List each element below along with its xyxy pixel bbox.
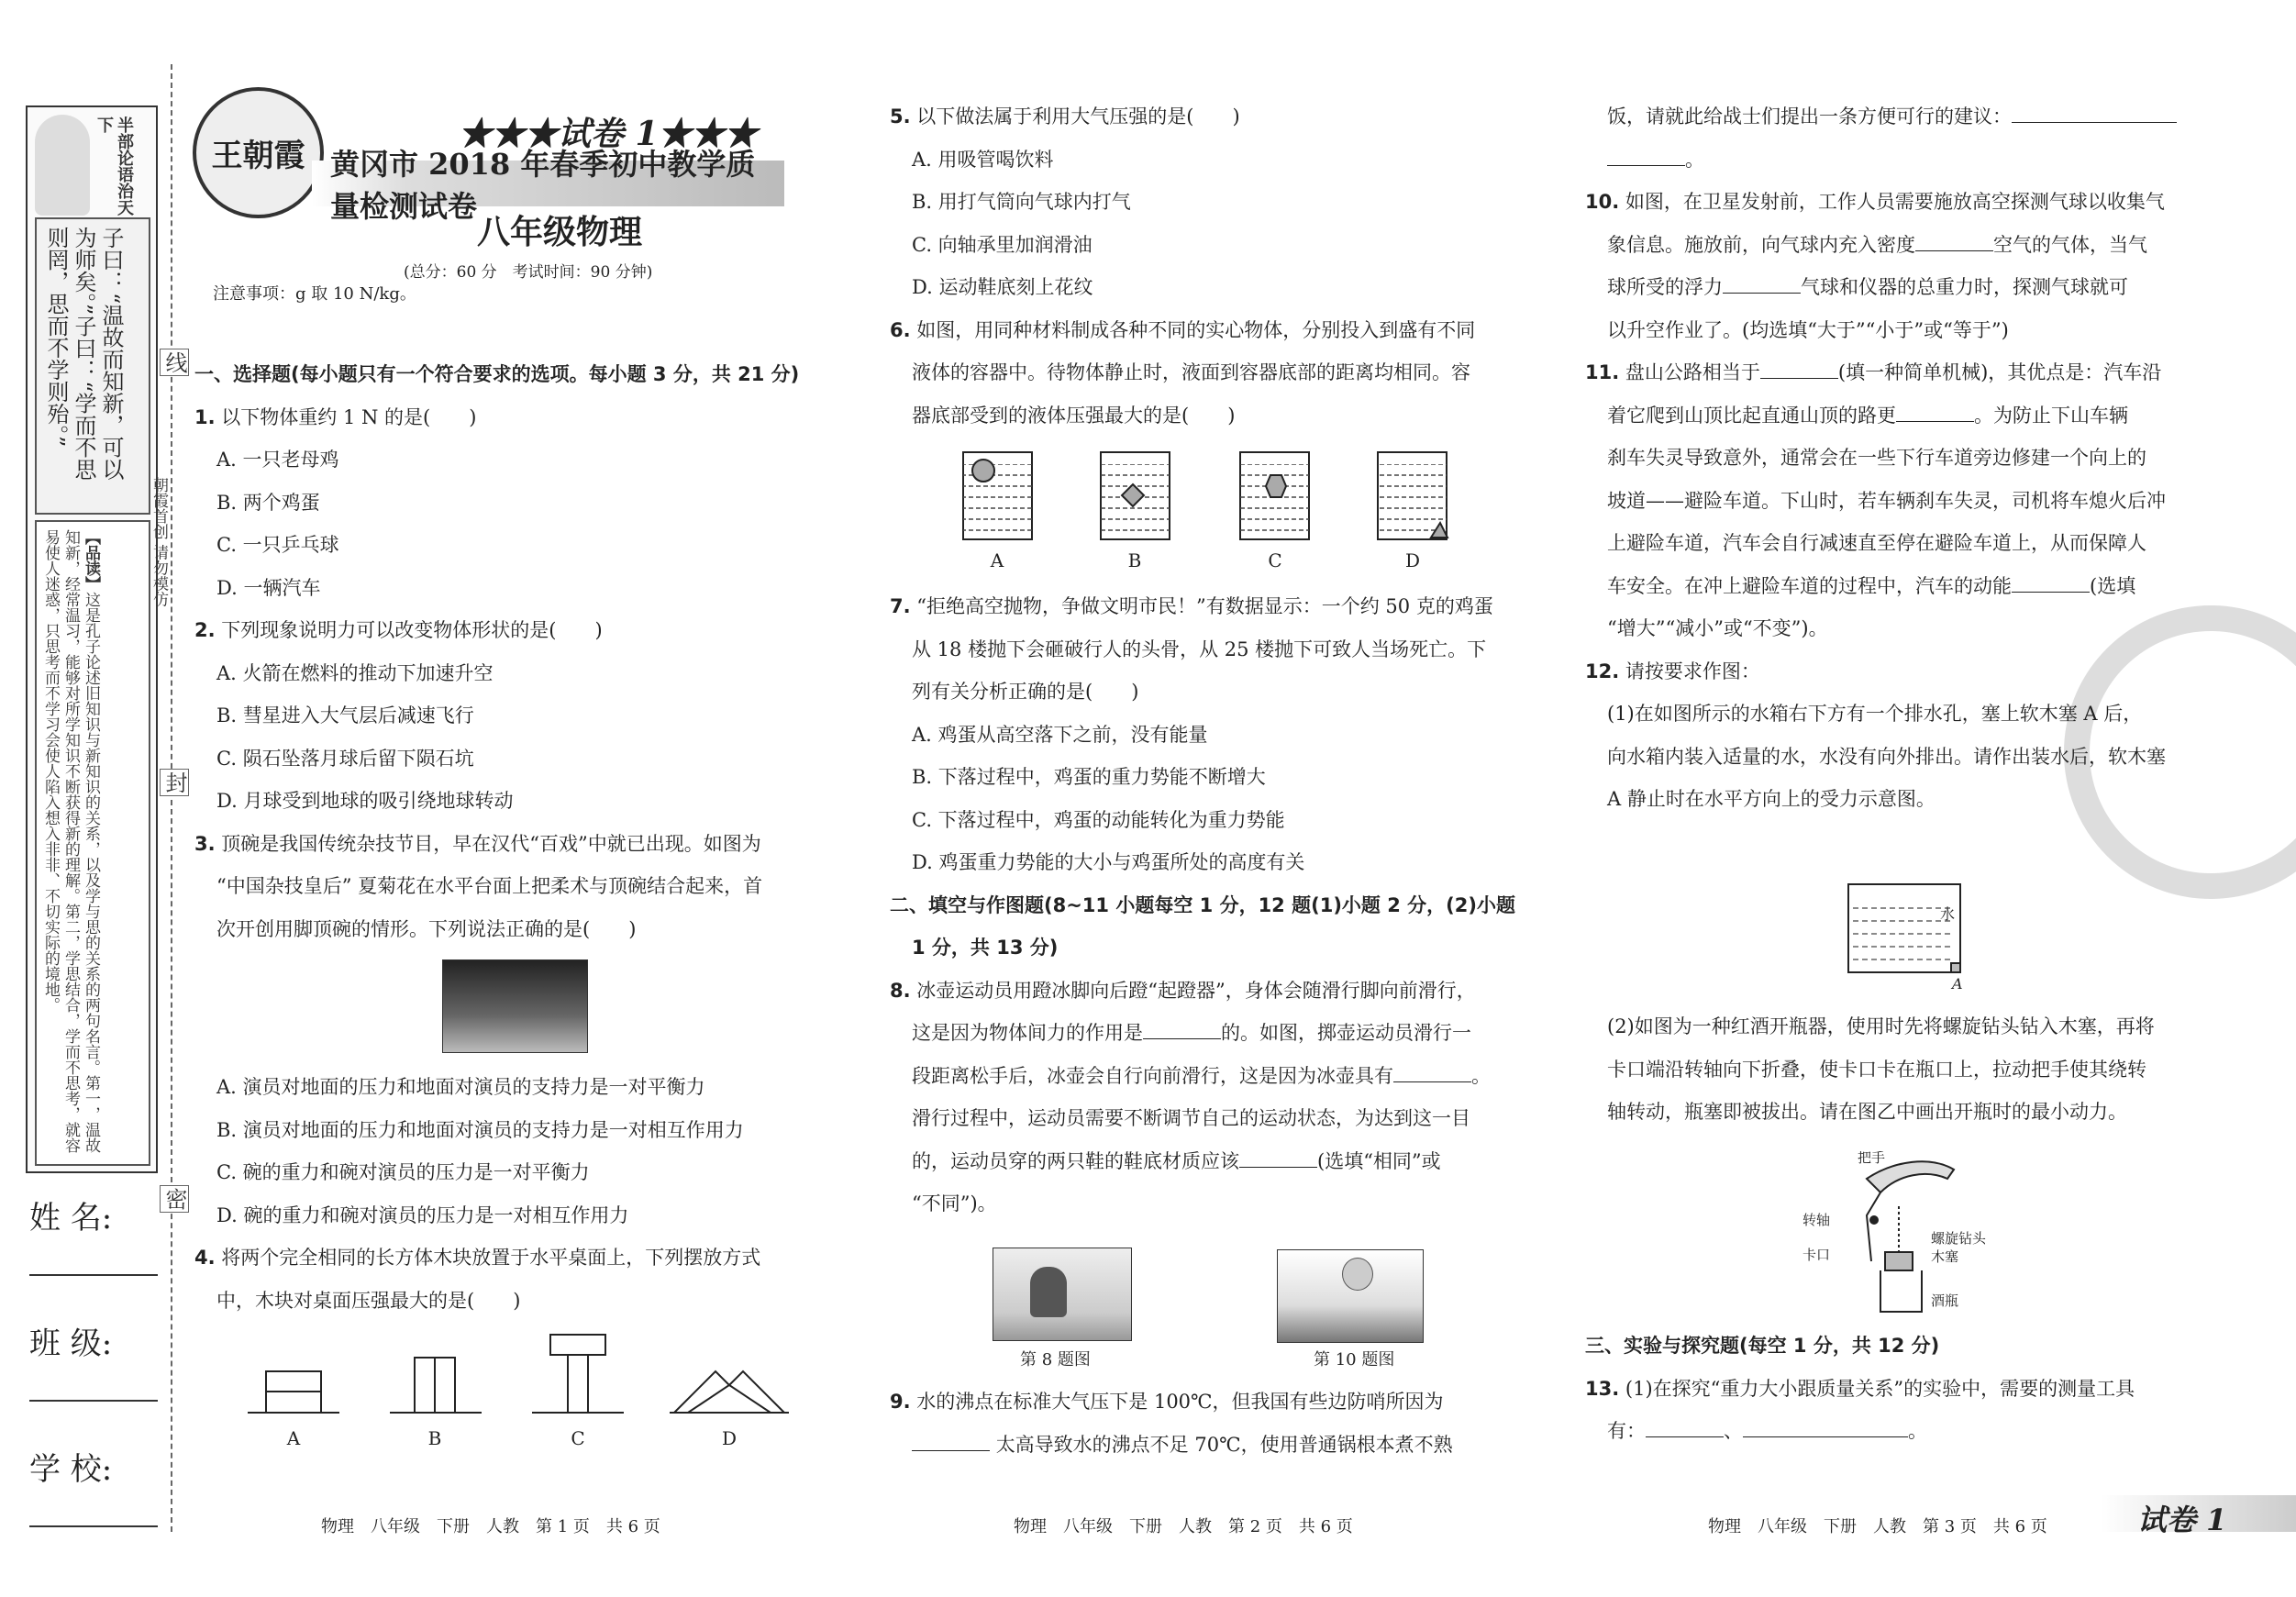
q4-figure [238,1321,807,1449]
commentary-text [37,522,105,1160]
name-line [29,1237,158,1276]
opener-bottle [1880,1270,1922,1312]
q9-line1 [890,1381,1532,1424]
q12-p1-line3: A 静止时在水平方向上的受力示意图。 [1607,788,1936,810]
q6-label-d: D [1404,549,1421,571]
q11-line6 [1585,565,2227,608]
q3-option-b[interactable]: B. 演员对地面的压力和地面对演员的支持力是一对相互作用力 [216,1118,744,1141]
q3-option-a[interactable]: A. 演员对地面的压力和地面对演员的支持力是一对平衡力 [216,1076,705,1098]
q1-option-b[interactable]: B. 两个鸡蛋 [216,491,320,514]
q10-line4: 以升空作业了。(均选填“大于”“小于”或“等于”) [1607,318,2009,341]
q11-blank-3[interactable] [2012,573,2090,593]
q8-text-3a: 段距离松手后，冰壶会自行向前滑行，这是因为冰壶具有 [912,1064,1393,1087]
q13-sep: 、 [1724,1420,1743,1442]
section2-heading-2: 1 分，共 13 分) [912,937,1059,959]
q4-label-a: A [286,1427,301,1449]
page1-footer: 物理 八年级 下册 人教 第 1 页 共 6 页 [321,1517,660,1536]
exam-subject: 八年级物理 [477,213,643,251]
q8-line3 [890,1055,1532,1098]
q6-number: 6. [890,318,911,341]
q7-option-a[interactable]: A. 鸡蛋从高空落下之前，没有能量 [912,723,1208,746]
q5-option-b[interactable]: B. 用打气筒向气球内打气 [912,191,1131,213]
q4-text-2: 中，木块对桌面压强最大的是( ) [216,1289,521,1312]
q10-blank-1[interactable] [1915,232,1993,251]
q9-blank-1[interactable] [912,1432,990,1451]
opener-axis [1870,1216,1878,1224]
sidebar-strip [26,105,158,1173]
wine-opener-figure [1793,1151,2023,1316]
q3-text-3: 次开创用脚顶碗的情形。下列说法正确的是( ) [216,917,637,940]
balloon-shape [1342,1258,1373,1291]
score-note: (总分：60 分 考试时间：90 分钟) [404,263,653,282]
q12-text: 请按要求作图： [1625,660,1760,682]
q8-number: 8. [890,979,911,1002]
q4-option-a-figure [248,1371,339,1413]
q5-option-c[interactable]: C. 向轴承里加润滑油 [912,233,1093,256]
section3-heading: 三、实验与探究题(每空 1 分，共 12 分) [1585,1335,1940,1357]
commentary-box [35,520,150,1166]
q11-line3: 刹车失灵导致意外，通常会在一些下行车道旁边修建一个向上的 [1607,447,2146,469]
q13-line2 [1585,1410,2227,1453]
q8-text-1: 冰壶运动员用蹬冰脚向后蹬“起蹬器”，身体会随滑行脚向前滑行， [916,979,1476,1002]
q1-number: 1. [194,405,216,428]
q7-text-3: 列有关分析正确的是( ) [912,681,1139,703]
q5-stem [890,95,1532,139]
q8-blank-3[interactable] [1239,1148,1317,1168]
q2-option-a[interactable]: A. 火箭在燃料的推动下加速升空 [216,661,494,684]
label-axis: 转轴 [1802,1212,1831,1228]
q11-line5: 上避险车道，汽车会自行减速直至停在避险车道上，从而保障人 [1607,532,2146,554]
label-cork: 木塞 [1931,1248,1959,1265]
q9-number: 9. [890,1391,911,1413]
q5-option-a[interactable]: A. 用吸管喝饮料 [912,148,1054,171]
commentary-body: 这是孔子论述旧知识与新知识的关系，以及学与思的关系的两句名言。第一，温故知新，经常温习，能够对所学知识不断获得新的理解。第二，学思结合，学而不思考，就容易使人迷惑，只思考而不学习会使人陷入想入非非、不切实际的境地。 [41,529,100,1153]
q1-option-a[interactable]: A. 一只老母鸡 [216,449,339,471]
q6-stem-line1 [890,309,1532,352]
q11-blank-1[interactable] [1760,360,1838,379]
q11-line4: 坡道——避险车道。下山时，若车辆刹车失灵，司机将车熄火后冲 [1607,489,2166,512]
q6-figure [954,448,1468,576]
acrobat-photo [442,959,588,1053]
q10-text-3a: 球所受的浮力 [1607,276,1723,298]
brand-logo: 王朝霞 [193,87,324,218]
page3-column-top [1585,95,2227,821]
q4-label-b: B [427,1427,442,1449]
tank-water-label: 水 [1940,905,1956,923]
q12-p2-line3: 轴转动，瓶塞即被拔出。请在图乙中画出开瓶时的最小动力。 [1607,1101,2127,1123]
exam-notice: 注意事项：g 取 10 N/kg。 [213,284,416,304]
q12-stem [1585,650,2227,693]
q13-blank-2[interactable] [1743,1418,1908,1437]
q6-container-b [1101,452,1170,539]
opener-cork [1885,1252,1913,1270]
q4-label-c: C [571,1427,585,1449]
page2-column-top [890,95,1532,437]
school-line [29,1489,158,1527]
q8-text-5a: 的，运动员穿的两只鞋的鞋底材质应该 [912,1149,1239,1172]
q9-cont-line2 [1585,139,2227,182]
q11-number: 11. [1585,361,1620,383]
q7-option-d[interactable]: D. 鸡蛋重力势能的大小与鸡蛋所处的高度有关 [912,851,1305,873]
q12-p2-line1: (2)如图为一种红酒开瓶器，使用时先将螺旋钻头钻入木塞，再将 [1607,1015,2155,1037]
section2-heading-1: 二、填空与作图题(8~11 小题每空 1 分，12 题(1)小题 2 分，(2)小题 [890,893,1515,916]
q8-blank-1[interactable] [1143,1020,1221,1039]
q9-cont-end: 。 [1685,148,1704,171]
label-handle: 把手 [1858,1151,1886,1166]
q1-stem [194,396,837,439]
binding-line [171,64,172,1532]
curler-figure [1030,1267,1067,1317]
q3-text-2: “中国杂技皇后” 夏菊花在水平台面上把柔术与顶碗结合起来，首 [216,875,763,897]
q10-blank-2[interactable] [1723,274,1801,294]
q12-tank-figure [1835,882,1972,993]
q6-text-1: 如图，用同种材料制成各种不同的实心物体，分别投入到盛有不同 [916,318,1476,341]
motto-box: 半部论语治天下 [94,116,134,216]
q11-line1 [1585,351,2227,394]
page3-footer: 物理 八年级 下册 人教 第 3 页 共 6 页 [1708,1517,2047,1536]
q8-line2 [890,1012,1532,1055]
q9-line2 [890,1424,1532,1467]
quote-box [35,217,150,515]
q5-option-d[interactable]: D. 运动鞋底刻上花纹 [912,276,1093,298]
q6-label-a: A [990,549,1004,571]
school-label: 学 校: [29,1451,113,1488]
q2-text: 下列现象说明力可以改变物体形状的是( ) [221,619,603,641]
q2-option-b[interactable]: B. 彗星进入大气层后减速飞行 [216,704,474,726]
q5-number: 5. [890,105,911,128]
paper-tag-bottom: 试卷 1 [2137,1503,2227,1537]
q3-option-c[interactable]: C. 碗的重力和碗对演员的压力是一对平衡力 [216,1161,590,1183]
q4-stem-line1 [194,1237,837,1280]
class-line [29,1363,158,1402]
q12-number: 12. [1585,660,1620,682]
q13-number: 13. [1585,1377,1620,1400]
page2-footer: 物理 八年级 下册 人教 第 2 页 共 6 页 [1014,1517,1353,1536]
q10-line2 [1585,224,2227,267]
seal-char-line: 线 [160,349,189,376]
q11-text-6b: (选填 [2090,574,2136,597]
seal-char-seal: 封 [160,769,189,796]
q8-line4: 滑行过程中，运动员需要不断调节自己的运动状态，为达到这一目 [912,1107,1470,1129]
fig10-caption: 第 10 题图 [1314,1350,1395,1370]
page1-column-lower [194,1066,837,1322]
q4-label-d: D [721,1427,738,1449]
q7-text-1: “拒绝高空抛物，争做文明市民！”有数据显示：一个约 50 克的鸡蛋 [916,595,1493,617]
q8-text-2b: 的。如图，掷壶运动员滑行一 [1221,1022,1471,1044]
q6-container-d [1378,452,1447,539]
page3-column-mid [1585,1005,2227,1134]
q8-line1 [890,970,1532,1013]
q6-container-c [1240,452,1309,539]
q7-number: 7. [890,595,911,617]
q2-option-c[interactable]: C. 陨石坠落月球后留下陨石坑 [216,747,474,770]
name-field[interactable] [29,1192,162,1276]
q8-blank-2[interactable] [1393,1063,1471,1082]
q9-text-1: 水的沸点在标准大气压下是 100℃，但我国有些边防哨所因为 [916,1391,1444,1413]
q13-text-2a: 有： [1607,1420,1646,1442]
label-bottle: 酒瓶 [1931,1292,1959,1309]
q11-line7: “增大”“减小”或“不变”)。 [1607,617,1828,639]
q7-option-b[interactable]: B. 下落过程中，鸡蛋的重力势能不断增大 [912,766,1266,788]
q9-text-2: 太高导致水的沸点不足 70℃，使用普通锅根本煮不熟 [995,1433,1453,1456]
q2-option-d[interactable]: D. 月球受到地球的吸引绕地球转动 [216,790,514,812]
sage-illustration [35,115,90,216]
q11-text-1b: (填一种简单机械)，其优点是：汽车沿 [1837,361,2162,383]
q9-cont-line1 [1585,95,2227,139]
label-notch: 卡口 [1802,1247,1831,1263]
q8-line5 [890,1140,1532,1183]
page2-column-bottom [890,1381,1532,1466]
q12-p1-line2: 向水箱内装入适量的水，水没有向外排出。请作出装水后，软木塞 [1607,745,2166,768]
q6-text-3: 器底部受到的液体压强最大的是( ) [912,404,1236,427]
q4-option-c-figure [532,1335,624,1413]
q1-option-c[interactable]: C. 一只乒乓球 [216,534,339,556]
q11-text-2b: 。为防止下山车辆 [1974,404,2128,427]
student-info [29,1192,162,1527]
q11-line2 [1585,394,2227,438]
confucius-quote: 子曰：“温故而知新，可以为师矣。”子曰：“学而不思则罔，思而不学则殆。” [43,227,124,481]
q3-option-d[interactable]: D. 碗的重力和碗对演员的压力是一对相互作用力 [216,1203,629,1226]
school-field[interactable] [29,1444,162,1527]
page1-column [194,353,837,950]
q11-blank-2[interactable] [1896,403,1974,422]
q4-text-1: 将两个完全相同的长方体木块放置于水平桌面上，下列摆放方式 [221,1247,761,1269]
cork-plug [1951,963,1960,972]
q8-text-5b: (选填“相同”或 [1317,1149,1441,1172]
q10-text-3b: 气球和仪器的总重力时，探测气球就可 [1801,276,2128,298]
q4-number: 4. [194,1247,216,1269]
q3-text-1: 顶碗是我国传统杂技节目，早在汉代“百戏”中就已出现。如图为 [221,832,761,855]
q10-line3 [1585,266,2227,309]
q1-option-d[interactable]: D. 一辆汽车 [216,576,321,599]
q7-text-2: 从 18 楼抛下会砸破行人的头骨，从 25 楼抛下可致人当场死亡。下 [912,638,1487,660]
q9-blank-3[interactable] [1607,147,1685,166]
q12-p2-line2: 卡口端沿转轴向下折叠，使卡口卡在瓶口上，拉动把手使其绕转 [1607,1058,2146,1081]
q6-label-c: C [1268,549,1282,571]
q13-line1 [1585,1368,2227,1411]
seal-char-secret: 密 [160,1185,189,1213]
opener-handle [1867,1161,1954,1192]
q2-stem [194,609,837,652]
balloon-photo [1277,1249,1424,1343]
class-label: 班 级: [29,1325,113,1362]
q4-option-b-figure [390,1358,482,1413]
q10-text-1: 如图，在卫星发射前，工作人员需要施放高空探测气球以收集气 [1625,191,2165,213]
q13-text-1: (1)在探究“重力大小跟质量关系”的实验中，需要的测量工具 [1625,1377,2135,1400]
q4-option-d-figure [670,1371,789,1413]
q6-label-b: B [1127,549,1142,571]
plug-label: A [1952,975,1963,993]
q10-number: 10. [1585,191,1620,213]
q7-stem-line1 [890,585,1532,628]
q3-stem-line1 [194,823,837,866]
curling-photo [993,1248,1132,1341]
q11-text-1a: 盘山公路相当于 [1625,361,1760,383]
q7-option-c[interactable]: C. 下落过程中，鸡蛋的动能转化为重力势能 [912,808,1285,831]
page3-column-bottom [1585,1325,2227,1453]
opener-arm [1867,1192,1880,1261]
q3-number: 3. [194,832,216,855]
q8-line6: “不同”)。 [912,1192,997,1214]
q9-cont-text: 饭，请就此给战士们提出一条方便可行的建议： [1607,105,2012,128]
class-field[interactable] [29,1318,162,1402]
exam-title: 黄冈市 2018 年春季初中教学质量检测试卷 [312,161,784,206]
q6-container-a [963,452,1032,539]
fig8-caption: 第 8 题图 [1020,1350,1091,1370]
q10-text-2a: 象信息。施放前，向气球内充入密度 [1607,233,1915,256]
page2-column-mid [890,585,1532,1225]
q1-text: 以下物体重约 1 N 的是( ) [221,405,477,428]
q9-blank-2[interactable] [2012,104,2177,123]
paper-tag: ★★★试卷 1★★★ [459,115,758,153]
q8-text-2a: 这是因为物体间力的作用是 [912,1022,1143,1044]
label-drill: 螺旋钻头 [1931,1230,1987,1247]
section1-heading: 一、选择题(每小题只有一个符合要求的选项。每小题 3 分，共 21 分) [194,363,800,385]
name-label: 姓 名: [29,1200,113,1237]
q10-text-2b: 空气的气体，当气 [1993,233,2147,256]
q5-text: 以下做法属于利用大气压强的是( ) [916,105,1240,128]
q13-end: 。 [1908,1420,1927,1442]
q10-line1 [1585,181,2227,224]
q11-text-2a: 着它爬到山顶比起直通山顶的路更 [1607,404,1896,427]
q6-text-2: 液体的容器中。待物体静止时，液面到容器底部的距离均相同。容 [912,361,1470,383]
q12-p1-line1: (1)在如图所示的水箱右下方有一个排水孔，塞上软木塞 A 后， [1607,703,2143,725]
q8-text-3b: 。 [1471,1064,1491,1087]
commentary-label: 【品读】 [82,529,100,592]
q2-number: 2. [194,619,216,641]
q13-blank-1[interactable] [1646,1418,1724,1437]
q11-text-6a: 车安全。在冲上避险车道的过程中，汽车的动能 [1607,574,2012,597]
side-note: 朝霞首创 请勿模仿 [150,477,168,607]
